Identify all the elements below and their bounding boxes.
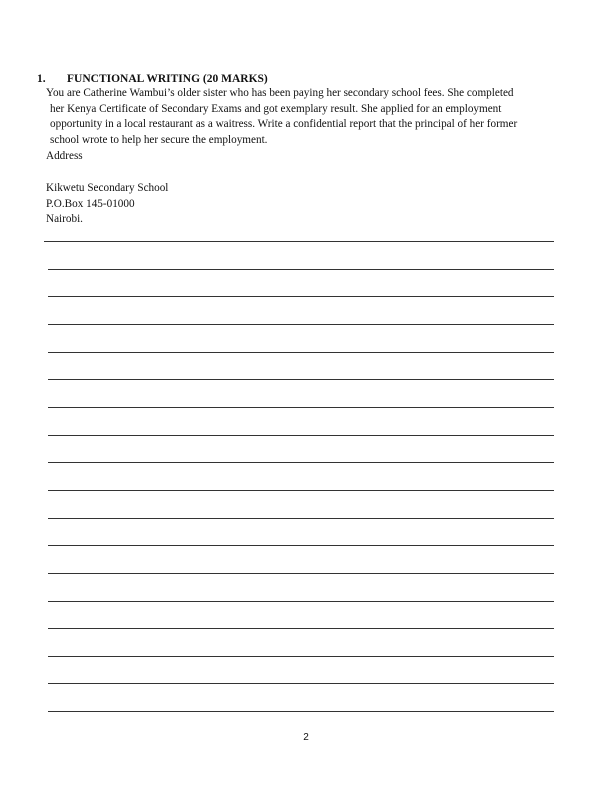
answer-line [48,656,554,657]
answer-line [48,518,554,519]
address-line-town: Nairobi. [46,213,83,225]
answer-line [48,711,554,712]
answer-line [48,683,554,684]
answer-line [48,324,554,325]
question-heading [37,72,268,86]
question-number: 1. [37,73,46,85]
address-block [46,181,168,228]
address-line-box: P.O.Box 145-01000 [46,197,135,210]
answer-line [48,352,554,353]
prompt-line: You are Catherine Wambui’s older sister who has been paying her secondary school fees. She completed [46,87,514,99]
address-line-school: Kikwetu Secondary School [46,182,169,194]
address-label: Address [46,150,83,162]
question-prompt [46,86,558,148]
answer-line [48,462,554,463]
answer-line [48,296,554,297]
answer-line [48,435,554,436]
answer-line [48,379,554,380]
answer-line [48,573,554,574]
answer-line [48,407,554,408]
answer-line [48,545,554,546]
question-title: FUNCTIONAL WRITING (20 MARKS) [67,73,268,85]
prompt-line: opportunity in a local restaurant as a waitress. Write a confidential report that the principal of her former [50,118,518,130]
answer-line [48,490,554,491]
prompt-line: her Kenya Certificate of Secondary Exams and got exemplary result. She applied for an employment [50,102,502,115]
answer-line [48,269,554,270]
page-number: 2 [303,732,309,743]
answer-line [48,601,554,602]
answer-line [48,628,554,629]
prompt-line: school wrote to help her secure the employment. [50,133,268,146]
answer-line [44,241,554,242]
